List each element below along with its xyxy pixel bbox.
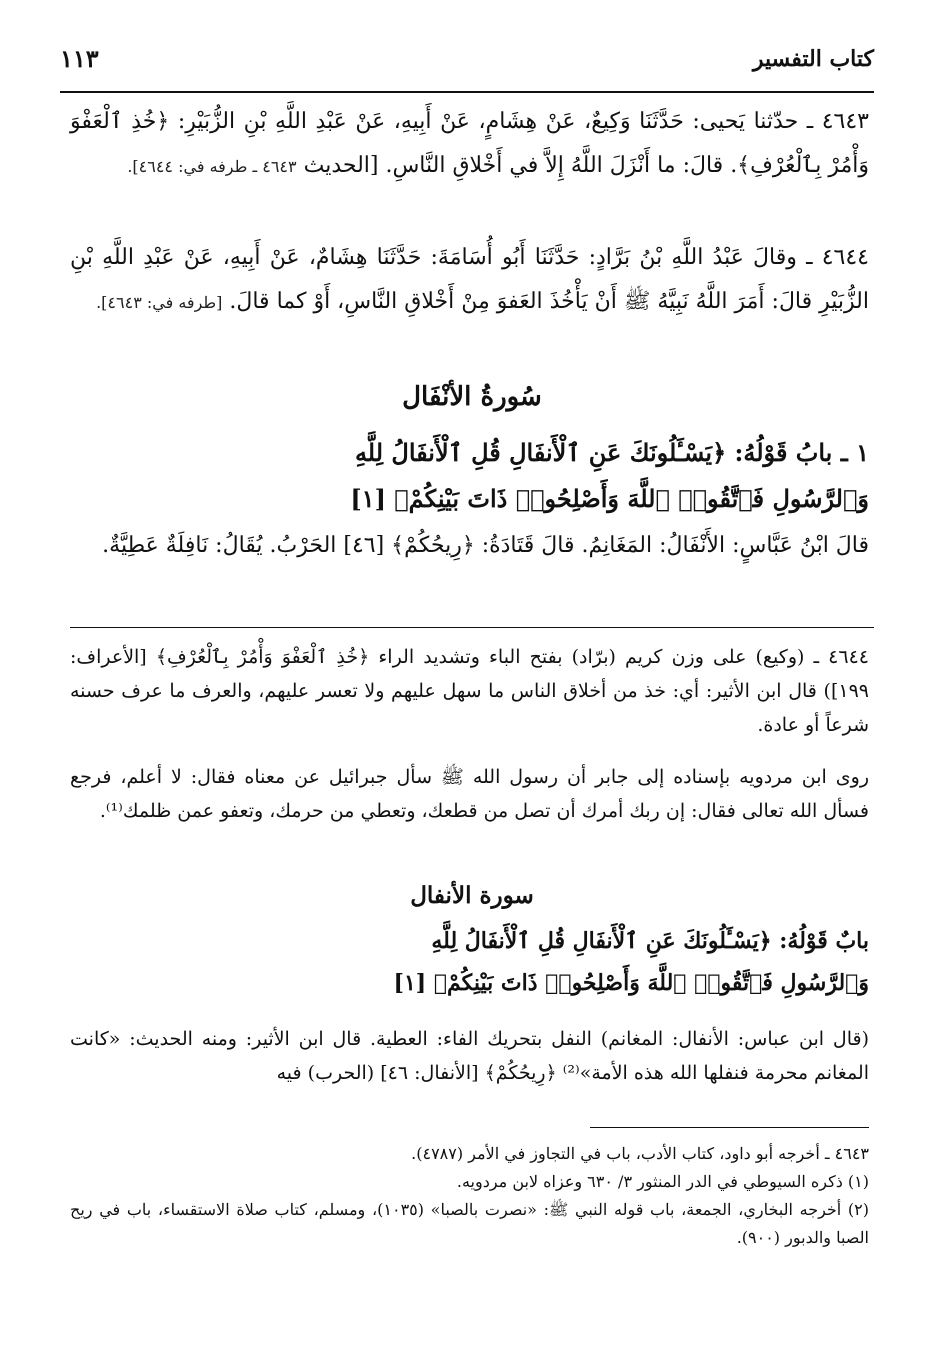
footnotes: [70, 1140, 869, 1252]
header-divider: [60, 91, 874, 93]
footnote: (٢) أخرجه البخاري، الجمعة، باب قوله النبي ﷺ: «نصرت بالصبا» (١٠٣٥)، ومسلم، كتاب صلاة الاستقساء، باب في ريح الصبا والدبور (٩٠٠).: [70, 1200, 870, 1247]
surah-title: سُورةُ الأنْفَال: [402, 382, 542, 412]
bab-heading: [70, 430, 869, 522]
hadith-text: ٤٦٤٣ ـ حدّثنا يَحيى: حَدَّثَنَا وَكِيعٌ، عَنْ هِشَامٍ، عَنْ أَبِيهِ، عَنْ عَبْدِ اللَّهِ بْنِ الزُّبَيْرِ: ﴿خُذِ ٱلْعَفْوَ وَأْمُرْ بِٱلْعُرْفِ﴾. قالَ: ما أَنْزَلَ اللَّهُ إِلاَّ في أَخْلاقِ النَّاسِ. [الحديث: [70, 109, 869, 178]
bab-line: بابٌ قَوْلُهُ: ﴿يَسْـَٔلُونَكَ عَنِ ٱلْأَنفَالِ قُلِ ٱلْأَنفَالُ لِلَّهِ: [431, 928, 869, 954]
footnote: ٤٦٤٣ ـ أخرجه أبو داود، كتاب الأدب، باب في التجاوز في الأمر (٤٧٨٧).: [411, 1144, 869, 1163]
hadith-4644: [70, 236, 869, 325]
hadith-text: ٤٦٤٤ ـ وقالَ عَبْدُ اللَّهِ بْنُ بَرَّادٍ: حَدَّثَنَا أَبُو أُسَامَةَ: حَدَّثَنَا هِشَامٌ، عَنْ أَبِيهِ، عَنْ عَبْدِ اللَّهِ بْنِ الزُّبَيْرِ قالَ: أَمَرَ اللَّهُ نَبِيَّهُ ﷺ أَنْ يَأْخُذَ العَفوَ مِنْ أَخْلاقِ النَّاسِ، أَوْ كما قالَ.: [70, 245, 869, 314]
page-number: ١١٣: [60, 44, 99, 73]
footnote: (١) ذكره السيوطي في الدر المنثور ٣/ ٦٣٠ وعزاه لابن مردويه.: [456, 1172, 869, 1191]
book-title: كتاب التفسير: [752, 46, 874, 72]
bab-line: ١ ـ بابُ قَوْلُهُ: ﴿يَسْـَٔلُونَكَ عَنِ ٱلْأَنفَالِ قُلِ ٱلْأَنفَالُ لِلَّهِ: [354, 438, 869, 467]
bab-line: وَٱلرَّسُولِ فَٱتَّقُوا۟ ٱللَّهَ وَأَصْلِحُوا۟ ذَاتَ بَيْنِكُمْ﴾ [١]: [350, 484, 869, 513]
page-header: [60, 40, 874, 90]
commentary-paragraph: (قال ابن عباس: الأنفال: المغانم) النفل بتحريك الفاء: العطية. قال ابن الأثير: ومنه الحديث: «كانت المغانم محرمة فنفلها الله هذه الأمة»⁽²⁾ ﴿رِيحُكُمْ﴾ [الأنفال: ٤٦] (الحرب) فيه: [70, 1028, 869, 1084]
surah-text: قالَ ابْنُ عَبَّاسٍ: الأَنْفَالُ: المَغَانِمُ. قالَ قَتَادَةُ: ﴿رِيحُكُمْ﴾ [٤٦] الحَرْبُ. يُقَالُ: نَافِلَةٌ عَطِيَّةٌ.: [102, 533, 869, 558]
commentary-bab-heading: [70, 920, 869, 1004]
commentary-paragraph: ٤٦٤٤ ـ (وكيع) على وزن كريم (برّاد) بفتح الباء وتشديد الراء ﴿خُذِ ٱلْعَفْوَ وَأْمُرْ بِٱلْعُرْفِ﴾ [الأعراف: ١٩٩]) قال ابن الأثير: أي: خذ من أخلاق الناس ما سهل عليهم ولا تعسر عليهم، والعرف ما عرف حسنه شرعاً أو عادة.: [70, 646, 869, 736]
commentary-divider: [70, 627, 874, 628]
commentary-surah-title: سورة الأنفال: [410, 882, 534, 909]
hadith-4643: [70, 100, 869, 189]
hadith-reference: ٤٦٤٣ ـ طرفه في: ٤٦٤٤].: [127, 157, 297, 176]
commentary-paragraph: روى ابن مردويه بإسناده إلى جابر أن رسول الله ﷺ سأل جبرائيل عن معناه فقال: لا أعلم، فرجع فسأل الله تعالى فقال: إن ربك أمرك أن تصل من قطعك، وتعطي من حرمك، وتعفو عمن ظلمك⁽¹⁾.: [70, 766, 869, 822]
hadith-reference: [طرفه في: ٤٦٤٣].: [96, 293, 223, 312]
footnote-divider: [590, 1127, 869, 1128]
bab-line: وَٱلرَّسُولِ فَٱتَّقُوا۟ ٱللَّهَ وَأَصْلِحُوا۟ ذَاتَ بَيْنِكُمْ﴾ [١]: [393, 970, 869, 996]
